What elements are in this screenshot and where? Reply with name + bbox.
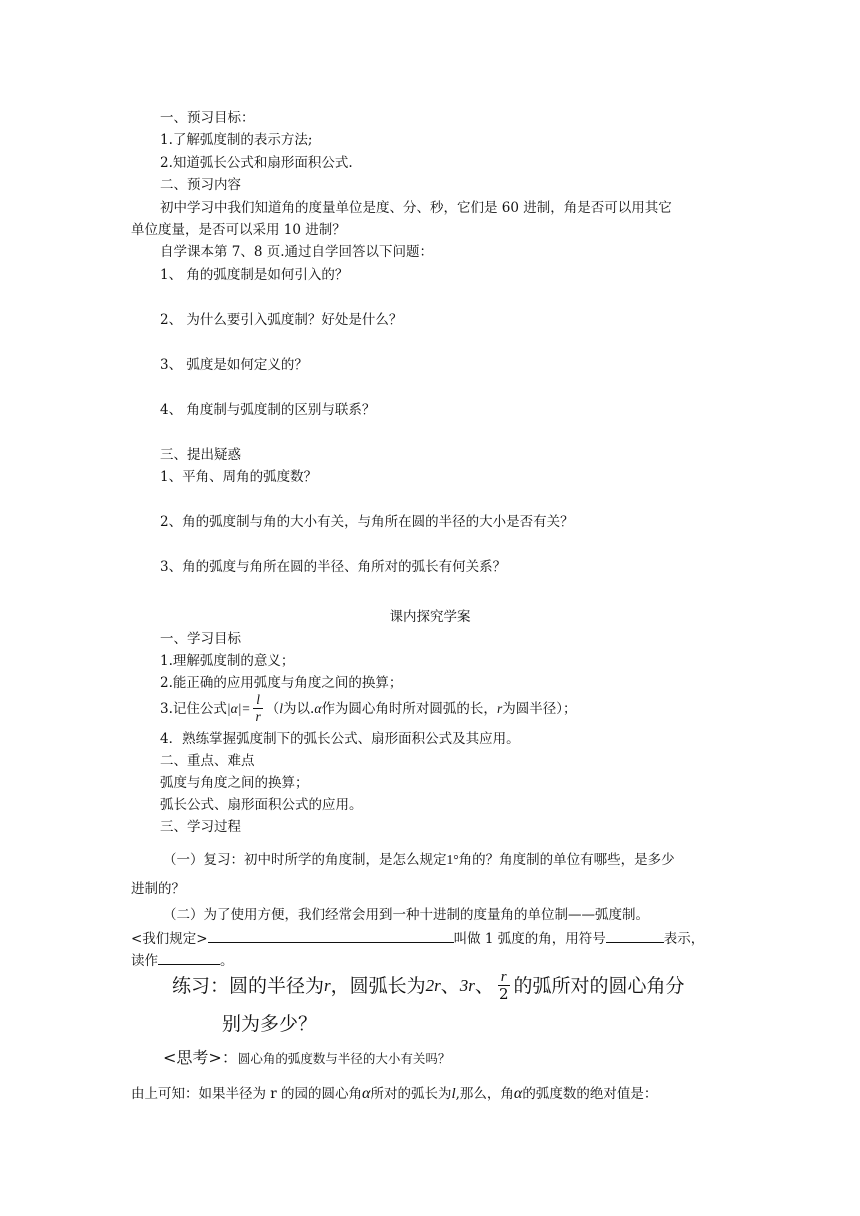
exercise-text-d: 、	[474, 974, 494, 997]
preview-goals-heading: 一、预习目标：	[160, 110, 255, 126]
goal-3-text-c: 作为圆心角时所对圆弧的长，	[321, 700, 497, 717]
think-colon: ：	[221, 1048, 238, 1067]
exercise-2r: 2r	[425, 975, 441, 995]
lesson-key-1: 弧度与角度之间的换算；	[160, 775, 309, 791]
conclusion-text-a: 由上可知：如果半径为 r 的园的圆心角	[131, 1086, 363, 1102]
preview-goal-2: 2.知道弧长公式和扇形面积公式.	[160, 155, 353, 171]
review-text-a: （一）复习：初中时所学的角度制，是怎么规定	[163, 852, 447, 868]
exercise-fraction-denominator: 2	[498, 985, 509, 1003]
review-text-b: 角的？角度制的单位有哪些，是多少	[458, 852, 675, 868]
preview-goal-1: 1.了解弧度制的表示方法;	[160, 132, 313, 148]
goal-3-abs-alpha: |α|=	[226, 700, 251, 716]
exercise-r: r	[324, 975, 331, 995]
rule-line-2-b: 。	[220, 953, 234, 969]
goal-3-fraction-numerator: l	[253, 692, 263, 709]
preview-question-2: 2、 为什么要引入弧度制？好处是什么？	[160, 312, 403, 328]
exercise-text-b: ，圆弧长为	[330, 974, 426, 997]
lesson-rule	[131, 928, 704, 948]
preview-doubt-2: 2、角的弧度制与角的大小有关，与角所在圆的半径的大小是否有关？	[160, 514, 574, 530]
lesson-goal-4: 4．熟练掌握弧度制下的弧长公式、扇形面积公式及其应用。	[160, 731, 520, 747]
conclusion-text-b: 所对的弧长为	[370, 1086, 452, 1102]
rule-text-a: <我们规定>	[131, 931, 208, 947]
rule-line-2-a: 读作	[131, 953, 158, 969]
preview-question-4: 4、 角度制与弧度制的区别与联系？	[160, 402, 376, 418]
lesson-goal-1: 1.理解弧度制的意义；	[160, 653, 295, 669]
lesson-review	[163, 851, 675, 869]
lesson-review-line-2: 进制的？	[131, 881, 185, 897]
goal-3-text-d: 为圆半径）；	[502, 700, 577, 717]
lesson-goal-2: 2.能正确的应用弧度与角度之间的换算；	[160, 675, 403, 691]
lesson-goals-heading: 一、学习目标	[160, 631, 241, 647]
preview-selfstudy: 自学课本第 7、8 页.通过自学回答以下问题：	[160, 244, 434, 260]
exercise-text-e: 的弧所对的圆心角分	[513, 974, 685, 997]
lesson-conclusion	[131, 1085, 657, 1103]
lesson-key-heading: 二、重点、难点	[160, 753, 255, 769]
preview-intro-line-2: 单位度量，是否可以采用 10 进制？	[131, 222, 346, 238]
exercise-3r: 3r	[459, 975, 475, 995]
goal-3-alpha: α	[314, 700, 322, 716]
goal-3-fraction	[253, 692, 264, 725]
exercise-text-c: 、	[440, 974, 460, 997]
exercise-text-a: 练习：圆的半径为	[172, 974, 325, 997]
think-label: <思考>	[163, 1048, 222, 1067]
lesson-exercise-line-2: 别为多少？	[222, 1013, 318, 1035]
lesson-title: 课内探究学案	[389, 609, 471, 625]
rule-symbol-blank[interactable]	[606, 928, 664, 943]
preview-doubt-1: 1、平角、周角的弧度数？	[160, 469, 318, 485]
exercise-fraction-numerator: r	[498, 969, 510, 986]
goal-3-fraction-denominator: r	[255, 709, 261, 724]
review-degree: 1°	[446, 852, 459, 867]
conclusion-text-c: ,那么，角	[455, 1086, 514, 1102]
preview-intro-line-1: 初中学习中我们知道角的度量单位是度、分、秒，它们是 60 进制，角是否可以用其它	[160, 200, 672, 216]
preview-content-heading: 二、预习内容	[160, 177, 241, 193]
exercise-fraction	[496, 969, 512, 1002]
preview-doubt-3: 3、角的弧度与角所在圆的半径、角所对的弧长有何关系？	[160, 559, 507, 575]
lesson-think	[163, 1049, 450, 1068]
goal-3-paren-open: （	[265, 700, 280, 717]
preview-question-1: 1、 角的弧度制是如何引入的？	[160, 267, 349, 283]
rule-definition-blank[interactable]	[208, 928, 454, 943]
conclusion-alpha-2: α	[513, 1085, 523, 1102]
lesson-process-heading: 三、学习过程	[160, 819, 241, 835]
goal-3-prefix: 3.记住公式	[160, 700, 227, 717]
goal-3-text-b: 为以.	[283, 700, 315, 717]
goal-3-l: l	[279, 700, 284, 716]
conclusion-alpha: α	[362, 1085, 371, 1102]
conclusion-text-d: 的弧度数的绝对值是：	[522, 1086, 658, 1102]
lesson-goal-3	[160, 692, 576, 725]
lesson-exercise	[172, 969, 685, 1002]
rule-text-b: 叫做 1 弧度的角，用符号	[453, 931, 606, 947]
lesson-key-2: 弧长公式、扇形面积公式的应用。	[160, 797, 363, 813]
rule-text-c: 表示，	[663, 931, 705, 947]
goal-3-r: r	[496, 700, 503, 716]
conclusion-l: l	[451, 1086, 456, 1102]
rule-reading-blank[interactable]	[158, 950, 220, 965]
lesson-rule-line-2	[131, 950, 234, 970]
preview-question-3: 3、 弧度是如何定义的？	[160, 357, 308, 373]
think-text: 圆心角的弧度数与半径的大小有关吗？	[237, 1051, 451, 1066]
lesson-part-2: （二）为了使用方便，我们经常会用到一种十进制的度量角的单位制——弧度制。	[163, 907, 649, 923]
preview-doubts-heading: 三、提出疑惑	[160, 447, 241, 463]
